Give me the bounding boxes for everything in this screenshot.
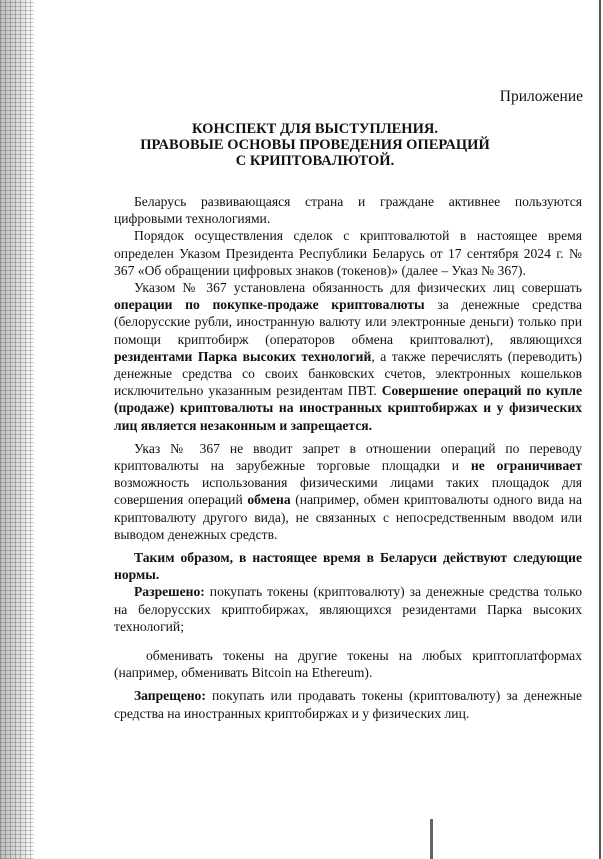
document-body: [114, 193, 582, 722]
title-line-3: С КРИПТОВАЛЮТОЙ.: [235, 153, 395, 169]
scan-bottom-mark: [430, 819, 433, 859]
allowed-label: Разрешено:: [134, 584, 205, 600]
bold-text: резидентами Парка высоких технологий: [114, 348, 372, 364]
text: покупать или продавать токены (криптовалюту) за денежные средства на иностранных криптобиржах и у физических лиц.: [114, 688, 582, 721]
text: , а также перечислять (переводить) денежные средства со своих банковских счетов, электронных кошельков исключительно указанным резидентам ПВТ.: [114, 348, 582, 399]
paragraph-intro: Беларусь развивающаяся страна и граждане активнее пользуются цифровыми технологиями.: [114, 194, 582, 227]
paragraph-exchange: обменивать токены на другие токены на любых криптоплатформах (например, обменивать Bitcoin на Ethereum).: [114, 648, 582, 681]
text: (например, обмен криптовалюты одного вида на криптовалюту другого вида), не связанных с непосредственным вводом или выводом денежных средств.: [114, 492, 582, 542]
bold-text: Совершение операций по купле (продаже) криптовалюты на иностранных криптобиржах и у физических лиц является незаконным и запрещается.: [114, 383, 582, 433]
text: за денежные средства (белорусские рубли, иностранную валюту или электронные деньги) только при помощи криптобирж (операторов обмена криптовалют), являющихся: [114, 297, 582, 347]
paragraph-obligations: [114, 279, 582, 434]
title-line-2: ПРАВОВЫЕ ОСНОВЫ ПРОВЕДЕНИЯ ОПЕРАЦИЙ: [140, 137, 490, 153]
bold-text: Таким образом, в настоящее время в Беларуси действуют следующие нормы.: [114, 550, 582, 583]
document-title: [95, 121, 535, 169]
paragraph-allowed: [114, 583, 582, 635]
scan-left-edge: [0, 0, 34, 859]
text: покупать токены (криптовалюту) за денежные средства только на белорусских криптобиржах, являющихся резидентами Парка высоких технологий;: [114, 584, 582, 634]
bold-text: не ограничивает: [470, 458, 582, 474]
paragraph-forbidden: [114, 687, 582, 721]
scan-right-edge: [599, 0, 601, 859]
title-line-1: КОНСПЕКТ ДЛЯ ВЫСТУПЛЕНИЯ.: [192, 121, 438, 137]
text: Указом № 367 установлена обязанность для физических лиц совершать: [134, 280, 582, 296]
bold-text: операции по покупке-продаже криптовалюты: [114, 297, 425, 313]
appendix-label: Приложение: [499, 88, 583, 105]
forbidden-label: Запрещено:: [134, 688, 206, 704]
paragraph-no-ban: [114, 440, 582, 543]
text: Указ № 367 не вводит запрет в отношении операций по переводу криптовалюты на зарубежные торговые площадки и: [114, 440, 582, 474]
paragraph-summary: [114, 549, 582, 583]
text: возможность использования физическими лицами таких площадок для совершения операций: [114, 475, 582, 508]
bold-text: обмена: [247, 492, 291, 508]
paragraph-decree: Порядок осуществления сделок с криптовалютой в настоящее время определен Указом Президента Республики Беларусь от 17 сентября 2024 г. № 367 «Об обращении цифровых знаков (токенов)» (далее – Указ № 367).: [114, 228, 582, 278]
